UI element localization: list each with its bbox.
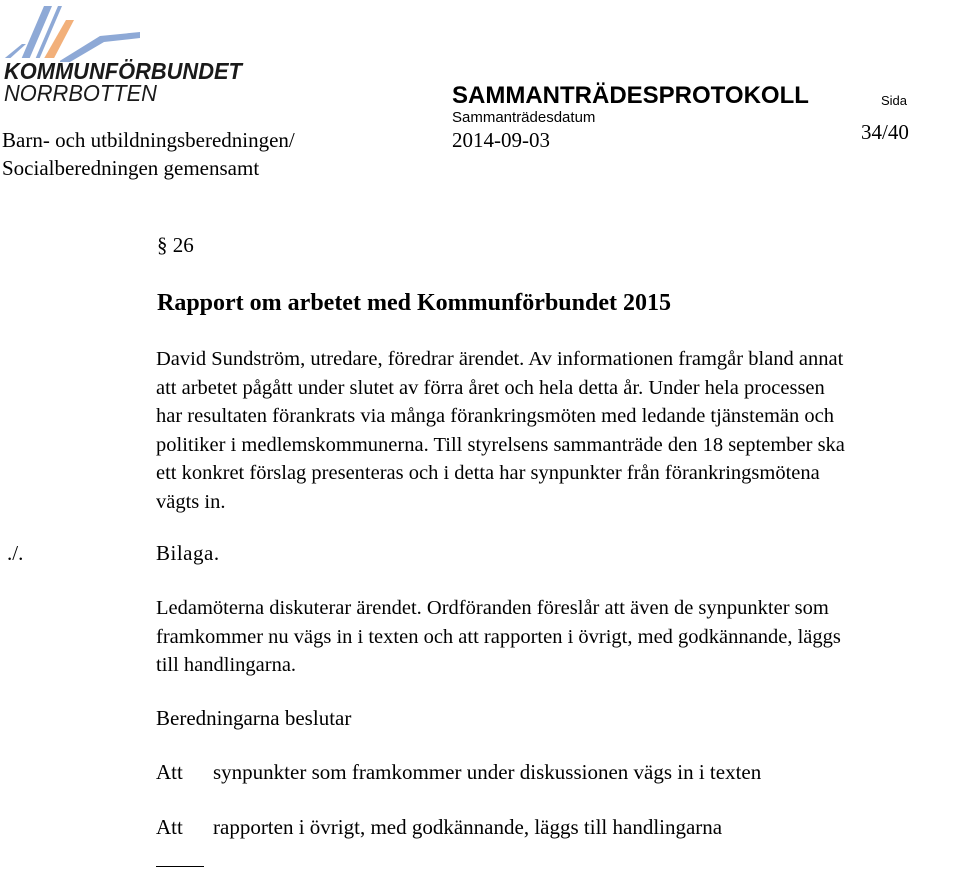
section-heading: Rapport om arbetet med Kommunförbundet 2015 [157, 290, 671, 316]
paragraph-line: har resultaten förankrats via många förankringsmöten med ledande tjänstemän och [156, 405, 834, 427]
paragraph-discussion [156, 594, 841, 680]
attachment-marker: ./. [7, 541, 24, 565]
meeting-date-label: Sammanträdesdatum [452, 109, 596, 126]
decision-prefix: Att [156, 760, 183, 784]
paragraph-line: vägts in. [156, 490, 226, 513]
document-title: SAMMANTRÄDESPROTOKOLL [452, 82, 809, 109]
paragraph-line: framkommer nu vägs in i texten och att rapporten i övrigt, med godkännande, läggs [156, 625, 841, 648]
page-number: 34/40 [861, 120, 909, 144]
organization-line-2: Socialberedningen gemensamt [2, 156, 260, 180]
decision-text: rapporten i övrigt, med godkännande, läggs till handlingarna [213, 815, 723, 839]
section-number: § 26 [157, 233, 194, 257]
decision-item [156, 760, 761, 785]
decision-text: synpunkter som framkommer under diskussionen vägs in i texten [213, 760, 762, 784]
logo-stripes-icon [0, 2, 140, 62]
organization-line-1: Barn- och utbildningsberedningen/ [2, 128, 295, 152]
paragraph-line: till handlingarna. [156, 654, 297, 676]
attachment-label: Bilaga. [156, 541, 220, 565]
paragraph-line: politiker i medlemskommunerna. Till styrelsens sammanträde den 18 september ska [156, 433, 845, 456]
paragraph-line: ett konkret förslag presenteras och i detta har synpunkter från förankringsmötena [156, 462, 820, 484]
paragraph-line: Ledamöterna diskuterar ärendet. Ordföranden föreslår att även de synpunkter som [156, 597, 829, 619]
decision-intro: Beredningarna beslutar [156, 706, 352, 730]
paragraph-report [156, 345, 845, 516]
decision-prefix: Att [156, 815, 183, 839]
paragraph-line: att arbetet pågått under slutet av förra året och hela detta år. Under hela processen [156, 376, 825, 399]
page-label: Sida [881, 93, 908, 108]
decision-item [156, 815, 722, 840]
paragraph-line: David Sundström, utredare, föredrar ärendet. Av informationen framgår bland annat [156, 348, 844, 370]
end-rule-divider [156, 866, 204, 867]
meeting-date-value: 2014-09-03 [452, 128, 550, 152]
logo-text-line1: KOMMUNFÖRBUNDET [4, 58, 242, 84]
logo-text-line2: NORRBOTTEN [4, 80, 157, 106]
